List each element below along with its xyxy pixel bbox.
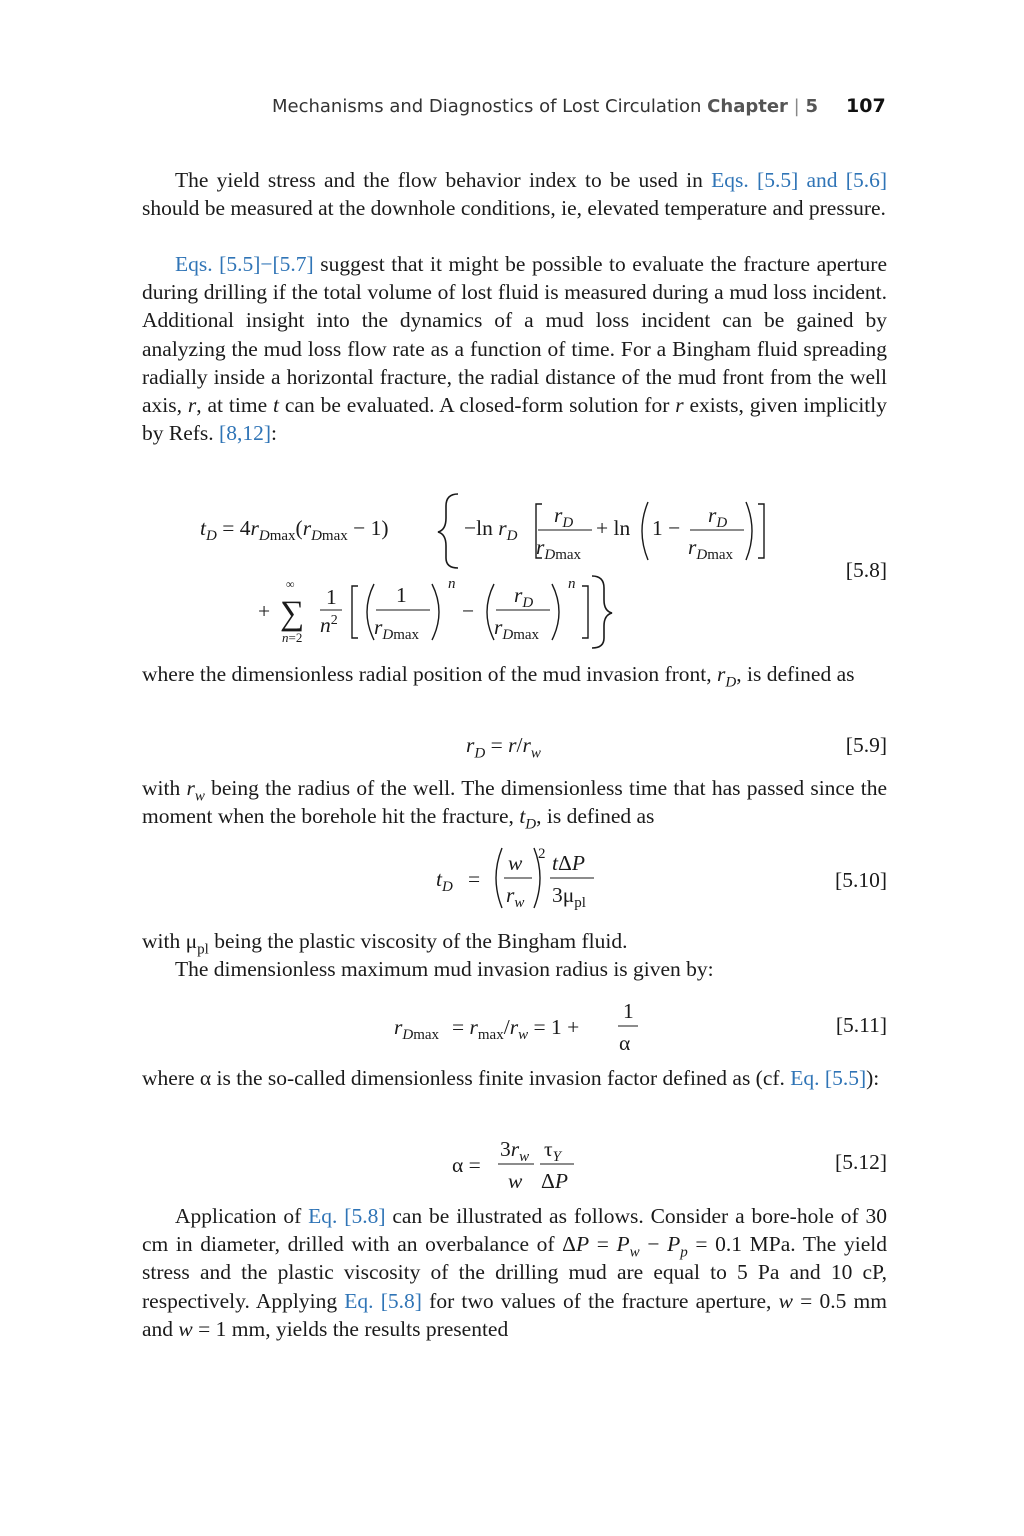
- page-number: 107: [846, 95, 886, 117]
- svg-text:rDmax: $r_D\max$: [688, 535, 734, 563]
- paragraph-2: Eqs. [5.5]−[5.7] suggest that it might be possible to evaluate the fracture aperture during drilling if the total volume of lost fluid is measured during a mud loss incident. Additional insight into the dynamics of a mud loss incident can be gained by analyzing the mud loss flow rate as a function of time. For a Bingham fluid spreading radially inside a horizontal fracture, the radial distance of the mud front from the well axis, r, at time t can be evaluated. A closed-form solution for r exists, given implicitly by Refs. [8,12]:: [142, 252, 887, 446]
- chapter-label: Chapter: [707, 96, 788, 117]
- eq-link-5-8-b[interactable]: Eq. [5.8]: [344, 1288, 422, 1313]
- eq-link-5-5-5-7[interactable]: Eqs. [5.5]−[5.7]: [175, 252, 314, 276]
- svg-text:τY: $\tau_Y$: [544, 1137, 561, 1165]
- paragraph-8: Application of Eq. [5.8] can be illustrated as follows. Consider a bore-hole of 30 cm in diameter, drilled with an overbalance of $\Delta P = P_w - P_p = 0.1$ MPa. The yield stress and the plastic viscosity of the drilling mud are equal to 5 Pa and 10 cP, respectively. Applying Eq. [5.8] for two values of the fracture aperture, w = 0.5 mm and w = 1 mm, yields the results presented: [142, 1204, 888, 1341]
- svg-text:tD = 4rDmax(rDmax − 1): $t_D = 4r_{Dmax}(r_{Dmax} - 1)$: [200, 516, 389, 544]
- svg-text:∞: ∞: [286, 577, 295, 591]
- svg-text:tD: $t_D$: [436, 867, 453, 895]
- svg-text:α: α: [619, 1031, 631, 1055]
- svg-text:ΔP: ΔP: [541, 1169, 568, 1193]
- svg-text:w: w: [508, 1169, 523, 1193]
- svg-text:rDmax: $r_D\max$: [374, 615, 420, 643]
- svg-text:n=2: n=2: [282, 630, 303, 645]
- svg-text:3μpl: $3\mu_{pl}$: [552, 883, 586, 911]
- running-title: Mechanisms and Diagnostics of Lost Circulation Chapter | 5: [271, 96, 818, 117]
- paragraph-5: with $\mu_{pl}$ being the plastic viscosity of the Bingham fluid.: [142, 929, 628, 958]
- svg-text:1: 1: [623, 999, 634, 1023]
- paragraph-3: where the dimensionless radial position of the mud invasion front, $r_D$, is defined as: [142, 662, 855, 691]
- paragraph-6: The dimensionless maximum mud invasion radius is given by:: [175, 957, 714, 981]
- eq-link-5-5[interactable]: Eq. [5.5]: [790, 1066, 867, 1090]
- svg-text:rDmax: $r_D\max$: [394, 1015, 440, 1043]
- svg-text:n2: $n^2$: [320, 613, 338, 637]
- svg-text:2: 2: [538, 846, 546, 862]
- svg-text:= rmax/rw = 1 +: = $r_{max}/r_w = 1$ +: [452, 1015, 580, 1043]
- equation-number-5-10: [5.10]: [835, 868, 887, 892]
- svg-text:rD: $r_D$: [514, 583, 534, 611]
- svg-text:3rw: $3r_w$: [500, 1137, 530, 1165]
- equation-number-5-9: [5.9]: [845, 733, 887, 757]
- svg-text:α =: α =: [452, 1153, 481, 1177]
- equation-5-10: [436, 842, 616, 916]
- svg-text:−ln rD: −ln $r_D$: [464, 516, 518, 544]
- svg-text:rD: $r_D$: [554, 503, 574, 531]
- svg-text:w: w: [508, 851, 523, 875]
- ref-link-8-12[interactable]: [8,12]: [219, 421, 271, 446]
- paragraph-4: with $r_w$ being the radius of the well. The dimensionless time that has passed since the moment when the borehole hit the fracture, $t_D$, is defined as: [142, 776, 887, 833]
- equation-5-8: [200, 490, 790, 650]
- svg-text:1 −: 1 −: [652, 516, 681, 540]
- svg-text:+ ln: + ln: [596, 516, 631, 540]
- svg-text:rDmax: $r_D\max$: [494, 615, 540, 643]
- svg-text:n: n: [568, 576, 576, 592]
- eq-link-5-8-a[interactable]: Eq. [5.8]: [308, 1204, 386, 1228]
- equation-5-12: [452, 1132, 592, 1196]
- equation-number-5-12: [5.12]: [835, 1150, 887, 1174]
- svg-text:−: −: [462, 599, 475, 623]
- svg-text:rw: $r_w$: [506, 883, 525, 911]
- paragraph-1: The yield stress and the flow behavior index to be used in Eqs. [5.5] and [5.6] should be measured at the downhole conditions, ie, elevated temperature and pressure.: [142, 168, 888, 221]
- running-header: [0, 96, 1024, 122]
- svg-text:rDmax: $r_D\max$: [536, 535, 582, 563]
- svg-text:∑: ∑: [280, 595, 305, 632]
- svg-text:1: 1: [396, 583, 407, 607]
- svg-text:+: +: [258, 599, 271, 623]
- paragraph-7: where α is the so-called dimensionless finite invasion factor defined as (cf. Eq. [5.5]):: [142, 1066, 880, 1090]
- svg-text:rD: $r_D$: [708, 503, 728, 531]
- equation-number-5-8: [5.8]: [845, 558, 887, 582]
- chapter-number: 5: [805, 96, 818, 117]
- svg-text:tΔP: tΔP: [552, 851, 585, 875]
- eq-link-5-5-5-6[interactable]: Eqs. [5.5] and [5.6]: [711, 168, 888, 192]
- equation-5-9: $r_D = r/r_w$: [466, 733, 541, 762]
- header-separator: |: [793, 96, 800, 117]
- equation-5-11: [394, 994, 654, 1058]
- svg-text:1: 1: [326, 585, 337, 609]
- svg-text:=: =: [468, 867, 481, 891]
- svg-text:n: n: [448, 576, 456, 592]
- equation-number-5-11: [5.11]: [835, 1013, 887, 1037]
